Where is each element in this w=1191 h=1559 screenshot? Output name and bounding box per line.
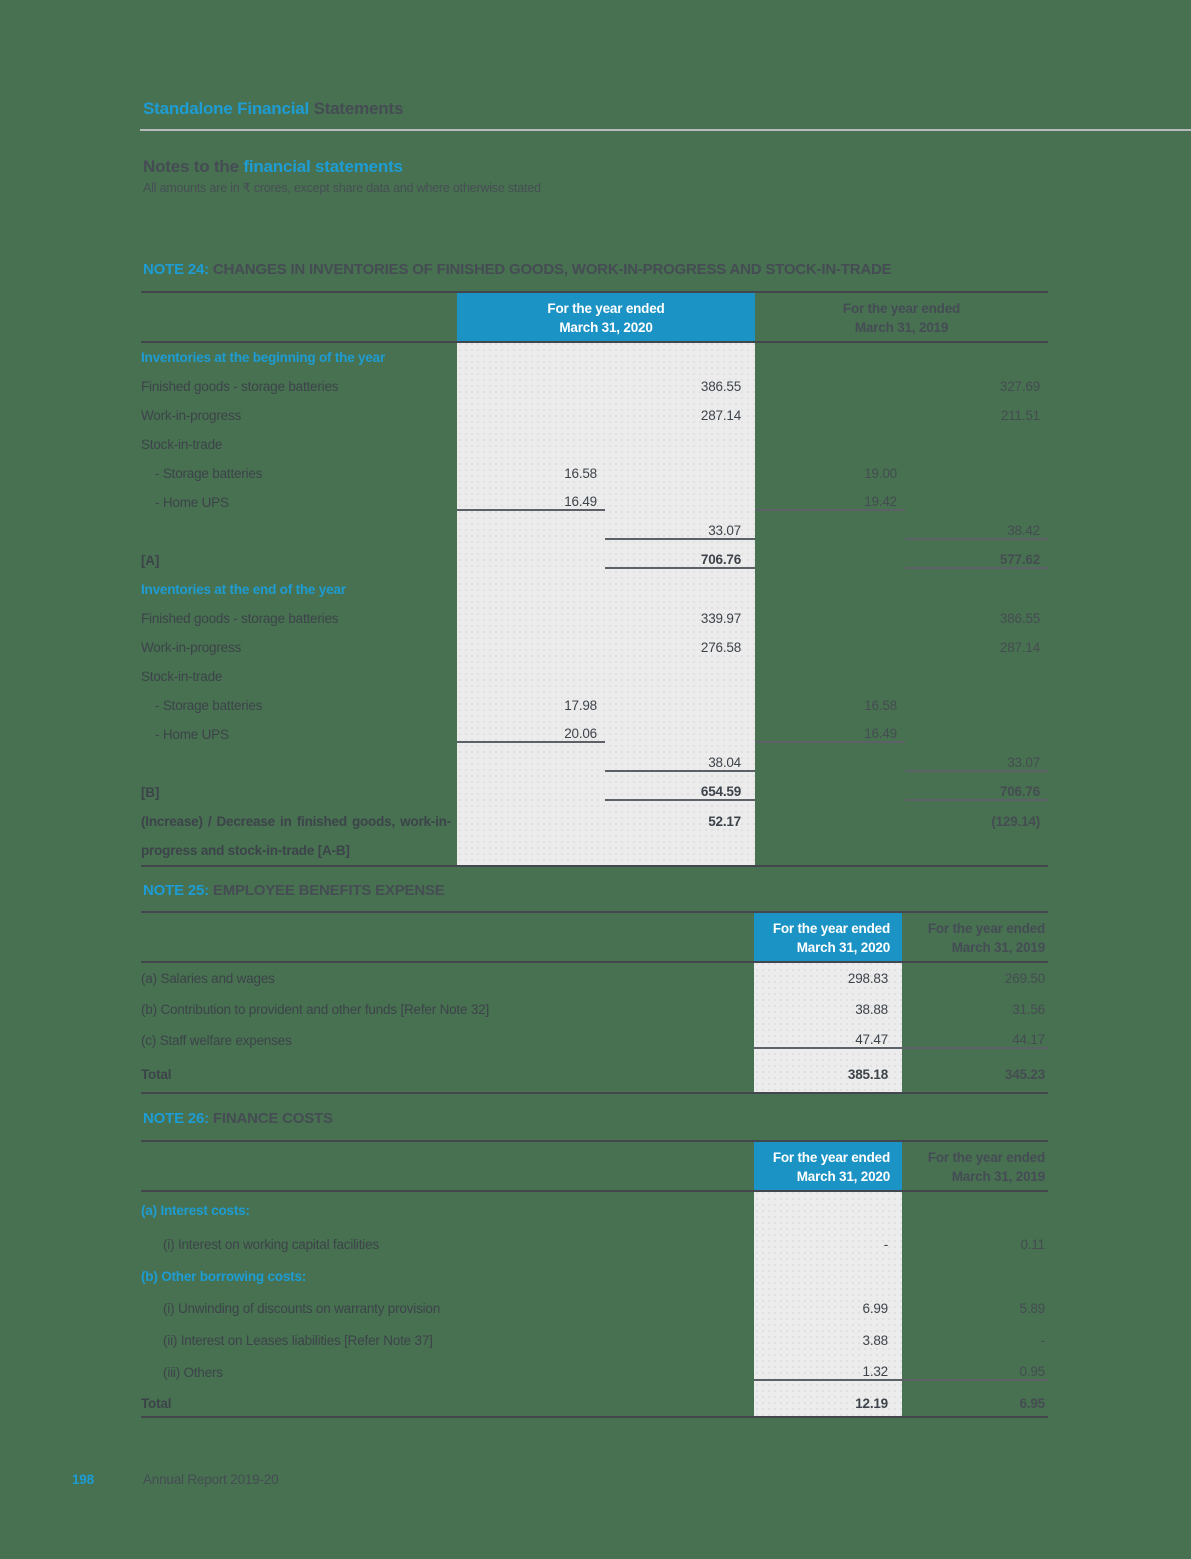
table-row — [141, 994, 1048, 1025]
value-cell-2020: 385.18 — [847, 1066, 888, 1082]
note24-header-2019 — [755, 291, 1048, 343]
row-label: - Storage batteries — [155, 698, 263, 713]
row-label: Inventories at the end of the year — [141, 582, 346, 597]
value-cell-2020: 47.47 — [754, 1032, 902, 1049]
note26-body — [141, 1192, 1048, 1418]
table-row — [141, 1228, 1048, 1260]
row-label: (c) Staff welfare expenses — [141, 1033, 292, 1048]
note26-header-2019-line1: For the year ended — [927, 1150, 1045, 1165]
note26-bottom-border — [141, 1416, 1048, 1418]
value-cell-2019: - — [1040, 1332, 1045, 1348]
value-cell-2020: 12.19 — [855, 1395, 888, 1411]
note25-header-2020 — [754, 911, 902, 963]
row-label: [B] — [141, 785, 160, 800]
table-row — [141, 1324, 1048, 1356]
table-row — [141, 488, 1048, 517]
row-label: Inventories at the beginning of the year — [141, 350, 386, 365]
value-cell-2019-outer: 287.14 — [999, 640, 1040, 655]
row-label: (b) Contribution to provident and other funds [Refer Note 32] — [141, 1002, 490, 1017]
row-label: Stock-in-trade — [141, 437, 223, 452]
note26-header-2019 — [902, 1140, 1048, 1192]
row-label: (a) Salaries and wages — [141, 971, 275, 986]
note25-header-2019-line2: March 31, 2019 — [951, 940, 1045, 955]
value-cell-2020-outer: 38.04 — [605, 755, 755, 772]
row-label: Finished goods - storage batteries — [141, 611, 339, 626]
table-row — [141, 430, 1048, 459]
row-label: (iii) Others — [163, 1364, 223, 1380]
table-row — [141, 575, 1048, 604]
row-label: (i) Unwinding of discounts on warranty provision — [163, 1300, 441, 1316]
value-cell-2019-outer: 327.69 — [999, 379, 1040, 394]
value-cell-2019-outer: 38.42 — [905, 523, 1048, 540]
note24-heading-label: NOTE 24: — [143, 261, 209, 278]
note24-header-2020 — [457, 291, 755, 343]
value-cell-2020-outer: 287.14 — [700, 408, 741, 423]
note24-header-spacer — [141, 291, 457, 343]
value-cell-2020-inner: 16.49 — [457, 494, 605, 511]
page-title-rest: Statements — [309, 99, 404, 118]
row-label: - Storage batteries — [155, 466, 263, 481]
note25-heading-text: EMPLOYEE BENEFITS EXPENSE — [208, 882, 445, 899]
note24-table — [141, 291, 1048, 867]
table-row — [141, 546, 1048, 575]
value-cell-2019: 0.95 — [902, 1364, 1048, 1381]
value-cell-2020: 298.83 — [847, 971, 888, 986]
note26-header-2020-line2: March 31, 2020 — [796, 1169, 890, 1184]
row-label: - Home UPS — [155, 727, 229, 742]
row-label: Finished goods - storage batteries — [141, 379, 339, 394]
value-cell-2019-outer: (129.14) — [991, 814, 1040, 829]
row-label: (b) Other borrowing costs: — [141, 1268, 307, 1284]
note25-header-row — [141, 911, 1048, 963]
table-row — [141, 749, 1048, 778]
note25-header-spacer — [141, 911, 754, 963]
note25-bottom-border — [141, 1092, 1048, 1094]
table-row — [141, 343, 1048, 372]
page-title — [143, 99, 403, 119]
row-label: (a) Interest costs: — [141, 1202, 250, 1218]
header-divider — [140, 129, 1191, 131]
table-row — [141, 662, 1048, 691]
note24-header-border — [141, 341, 1048, 343]
note25-header-2019-line1: For the year ended — [927, 921, 1045, 936]
value-cell-2019-inner: 16.49 — [755, 726, 905, 743]
table-row — [141, 720, 1048, 749]
value-cell-2020-inner: 16.58 — [564, 466, 597, 481]
note24-body — [141, 343, 1048, 865]
value-cell-2020-outer: 386.55 — [700, 379, 741, 394]
value-cell-2019-inner: 19.00 — [864, 466, 897, 481]
note24-header-2019-line1: For the year ended — [842, 301, 961, 316]
value-cell-2019-outer: 386.55 — [999, 611, 1040, 626]
row-label: - Home UPS — [155, 495, 229, 510]
row-label: (ii) Interest on Leases liabilities [Refer Note 37] — [163, 1332, 433, 1348]
value-cell-2019-outer: 211.51 — [1000, 408, 1040, 423]
table-row — [141, 633, 1048, 662]
note24-header-2019-line2: March 31, 2019 — [854, 320, 949, 335]
value-cell-2020-outer: 52.17 — [708, 814, 741, 829]
value-cell-2019-outer: 706.76 — [905, 784, 1048, 801]
notes-title-plain: Notes to the — [143, 157, 244, 176]
value-cell-2020-inner: 20.06 — [457, 726, 605, 743]
value-cell-2019: 6.95 — [1019, 1395, 1045, 1411]
value-cell-2019-inner: 16.58 — [864, 698, 897, 713]
note26-header-spacer — [141, 1140, 754, 1192]
value-cell-2019: 345.23 — [1004, 1066, 1045, 1082]
note24-heading-text: CHANGES IN INVENTORIES OF FINISHED GOODS, WORK-IN-PROGRESS AND STOCK-IN-TRADE — [208, 261, 892, 278]
row-label: Total — [141, 1395, 172, 1411]
note25-body — [141, 963, 1048, 1092]
table-row — [141, 778, 1048, 807]
table-row — [141, 1025, 1048, 1056]
value-cell-2020: 1.32 — [754, 1364, 902, 1381]
note25-header-2020-line2: March 31, 2020 — [796, 940, 890, 955]
notes-title — [143, 157, 403, 177]
note26-top-border — [141, 1140, 1048, 1142]
note26-header-2020 — [754, 1140, 902, 1192]
value-cell-2020-outer: 33.07 — [605, 523, 755, 540]
table-row — [141, 517, 1048, 546]
value-cell-2019: 31.56 — [1012, 1002, 1045, 1017]
value-cell-2020-inner: 17.98 — [564, 698, 597, 713]
note26-header-row — [141, 1140, 1048, 1192]
note24-top-border — [141, 291, 1048, 293]
row-label: (i) Interest on working capital facilities — [163, 1236, 379, 1252]
table-row — [141, 372, 1048, 401]
table-row — [141, 691, 1048, 720]
value-cell-2019-outer: 577.62 — [905, 552, 1048, 569]
notes-title-accent: financial statements — [243, 157, 403, 176]
table-row — [141, 459, 1048, 488]
note26-header-border — [141, 1190, 1048, 1192]
note25-table — [141, 911, 1048, 1094]
value-cell-2020: 6.99 — [862, 1300, 888, 1316]
row-label: Total — [141, 1066, 172, 1082]
table-row — [141, 1292, 1048, 1324]
row-label: Stock-in-trade — [141, 669, 223, 684]
value-cell-2020: 38.88 — [855, 1002, 888, 1017]
page-title-accent: Standalone Financial — [143, 99, 310, 118]
table-row — [141, 963, 1048, 994]
note26-table — [141, 1140, 1048, 1418]
footer-report-title: Annual Report 2019-20 — [143, 1472, 279, 1487]
note25-header-2020-line1: For the year ended — [772, 921, 890, 936]
value-cell-2020: - — [883, 1236, 888, 1252]
note26-header-2020-line1: For the year ended — [772, 1150, 890, 1165]
note24-heading — [143, 261, 891, 278]
value-cell-2019: 5.89 — [1019, 1300, 1045, 1316]
row-label: Work-in-progress — [141, 640, 242, 655]
value-cell-2020: 3.88 — [862, 1332, 888, 1348]
page-number: 198 — [72, 1472, 94, 1487]
value-cell-2019-inner: 19.42 — [755, 494, 905, 511]
value-cell-2020-outer: 276.58 — [700, 640, 741, 655]
note26-heading-label: NOTE 26: — [143, 1110, 209, 1127]
amounts-note: All amounts are in ₹ crores, except share data and where otherwise stated — [143, 181, 541, 195]
table-row — [141, 604, 1048, 633]
table-row — [141, 1356, 1048, 1388]
row-label: Work-in-progress — [141, 408, 242, 423]
note26-header-2019-line2: March 31, 2019 — [951, 1169, 1045, 1184]
note25-heading-label: NOTE 25: — [143, 882, 209, 899]
note24-header-row — [141, 291, 1048, 343]
note26-heading — [143, 1110, 333, 1127]
note26-heading-text: FINANCE COSTS — [208, 1110, 333, 1127]
value-cell-2019: 44.17 — [902, 1032, 1048, 1049]
value-cell-2020-outer: 654.59 — [605, 784, 755, 801]
note24-header-2020-line1: For the year ended — [547, 301, 665, 316]
note25-top-border — [141, 911, 1048, 913]
table-row — [141, 1260, 1048, 1292]
note25-heading — [143, 882, 445, 899]
table-row — [141, 1388, 1048, 1418]
note25-header-2019 — [902, 911, 1048, 963]
row-label: (Increase) / Decrease in finished goods, work-in-progress and stock-in-trade [A-B] — [141, 814, 451, 858]
table-row — [141, 401, 1048, 430]
table-row — [141, 1056, 1048, 1092]
note24-header-2020-line2: March 31, 2020 — [559, 320, 653, 335]
note24-bottom-border — [141, 865, 1048, 867]
table-row — [141, 807, 1048, 865]
value-cell-2019: 269.50 — [1004, 971, 1045, 986]
value-cell-2020-outer: 339.97 — [700, 611, 741, 626]
value-cell-2019-outer: 33.07 — [905, 755, 1048, 772]
value-cell-2019: 0.11 — [1020, 1236, 1045, 1252]
table-row — [141, 1192, 1048, 1228]
value-cell-2020-outer: 706.76 — [605, 552, 755, 569]
row-label: [A] — [141, 553, 160, 568]
note25-header-border — [141, 961, 1048, 963]
